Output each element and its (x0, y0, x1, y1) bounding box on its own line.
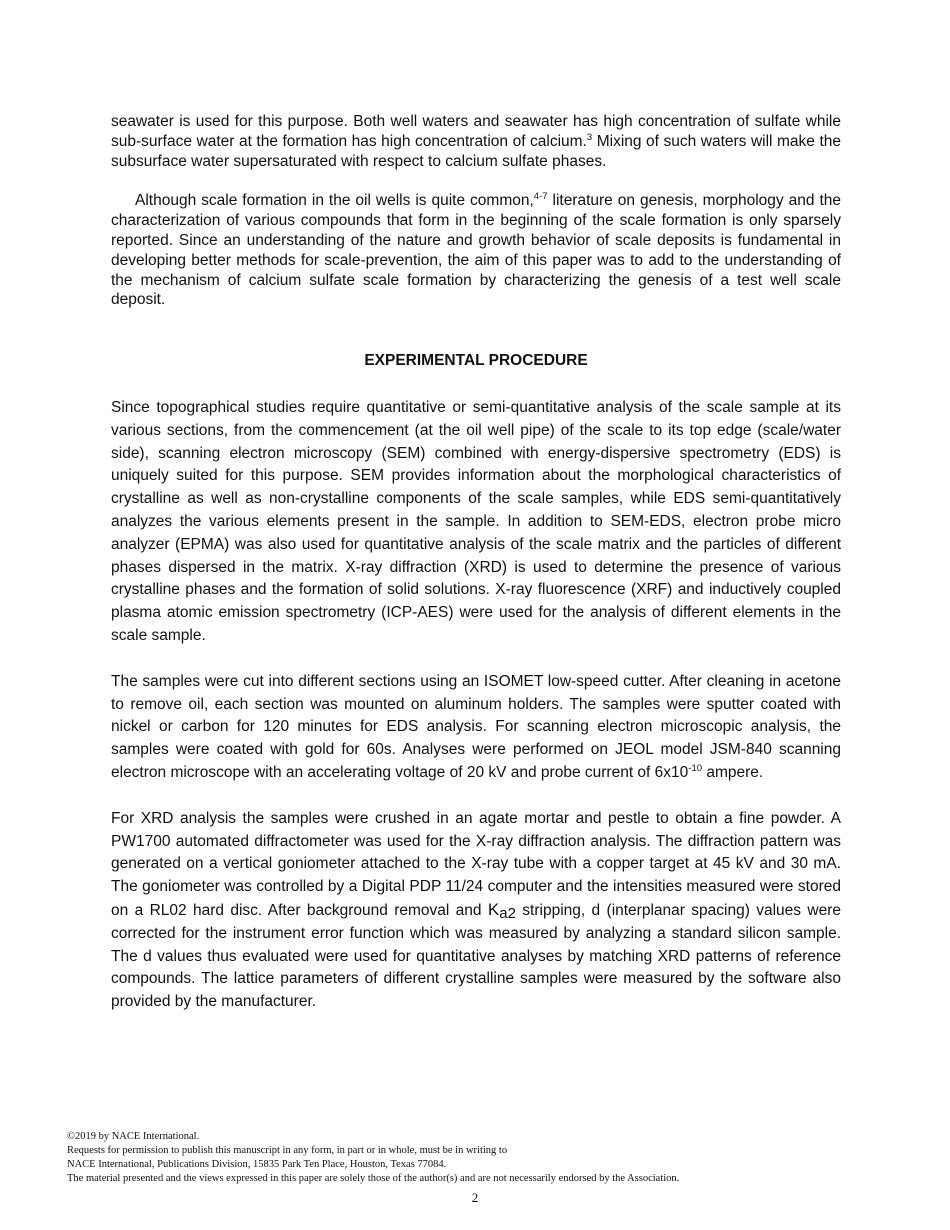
intro-paragraph-1 (111, 112, 841, 171)
permission-line: Requests for permission to publish this manuscript in any form, in part or in whole, must be in writing to (67, 1145, 508, 1156)
section-p3-end: stripping, d (interplanar spacing) values were corrected for the instrument error function which was measured by analyzing a standard silicon sample. The d values thus evaluated were used for quantitative analyses by matching XRD patterns of reference compounds. The lattice parameters of different crystalline samples were measured by the software also provided by the manufacturer. (111, 901, 841, 1011)
address-line: NACE International, Publications Division, 15835 Park Ten Place, Houston, Texas 77084. (67, 1159, 447, 1170)
section-p2-end: ampere. (702, 763, 764, 781)
disclaimer-line: The material presented and the views expressed in this paper are solely those of the author(s) and are not necessarily endorsed by the Association. (67, 1173, 680, 1184)
footer (67, 1130, 887, 1186)
exponent: -10 (688, 762, 703, 774)
intro-p2-text: Although scale formation in the oil wells is quite common, (135, 192, 534, 210)
intro-paragraph-2 (111, 191, 841, 310)
section-body (111, 397, 841, 1037)
intro-p1-text: seawater is used for this purpose. Both well waters and seawater has high concentration of sulfate while sub-surface water at the formation has high concentration of calcium. (111, 113, 841, 150)
intro-p1-end: Mixing of such waters will make the subsurface water supersaturated with respect to calcium sulfate phases. (111, 132, 841, 170)
section-p2-text: The samples were cut into different sections using an ISOMET low-speed cutter. After cleaning in acetone to remove oil, each section was mounted on aluminum holders. The samples were sputter coated with nickel or carbon for 120 minutes for EDS analysis. For scanning electron microscopic analysis, the samples were coated with gold for 60s. Analyses were performed on JEOL model JSM-840 scanning electron microscope with an accelerating voltage of 20 kV and probe current of 6x10 (111, 672, 841, 781)
citation-ref: 3 (586, 131, 593, 143)
section-paragraph-2 (111, 671, 841, 785)
k-symbol: K (487, 899, 500, 919)
intro-p2-end: literature on genesis, morphology and the characterization of various compounds that form in the beginning of the scale formation is only sparsely reported. Since an understanding of the nature and growth behavior of scale deposits is fundamental in developing better methods for scale-prevention, the aim of this paper was to add to the understanding of the mechanism of calcium sulfate scale formation by characterizing the genesis of a test well scale deposit. (111, 192, 842, 309)
intro-text (111, 112, 841, 310)
section-heading: EXPERIMENTAL PROCEDURE (364, 352, 588, 369)
citation-ref: 4-7 (533, 191, 548, 203)
section-paragraph-1: Since topographical studies require quantitative or semi-quantitative analysis of the scale sample at its various sections, from the commencement (at the oil well pipe) of the scale to its top edge (scale/water side), scanning electron microscopy (SEM) combined with energy-dispersive spectrometry (EDS) is uniquely suited for this purpose. SEM provides information about the morphological characteristics of crystalline as well as non-crystalline components of the scale samples, while EDS semi-quantitatively analyzes the various elements present in the sample. In addition to SEM-EDS, electron probe micro analyzer (EPMA) was also used for quantitative analysis of the scale matrix and the particles of different phases dispersed in the matrix. X-ray diffraction (XRD) is used to determine the presence of various crystalline phases and the formation of solid solutions. X-ray fluorescence (XRF) and inductively coupled plasma atomic emission spectrometry (ICP-AES) were used for the analysis of different elements in the scale sample. (111, 399, 841, 644)
section-p3-text: For XRD analysis the samples were crushed in an agate mortar and pestle to obtain a fine powder. A PW1700 automated diffractometer was used for the X-ray diffraction analysis. The diffraction pattern was generated on a vertical goniometer attached to the X-ray tube with a copper target at 45 kV and 30 mA. The goniometer was controlled by a Digital PDP 11/24 computer and the intensities measured were stored on a RL02 hard disc. After background removal and (111, 809, 841, 919)
section-paragraph-3 (111, 808, 841, 1014)
copyright-line: ©2019 by NACE International. (67, 1131, 200, 1142)
page-number: 2 (471, 1190, 479, 1205)
alpha2-subscript: a2 (499, 904, 516, 922)
